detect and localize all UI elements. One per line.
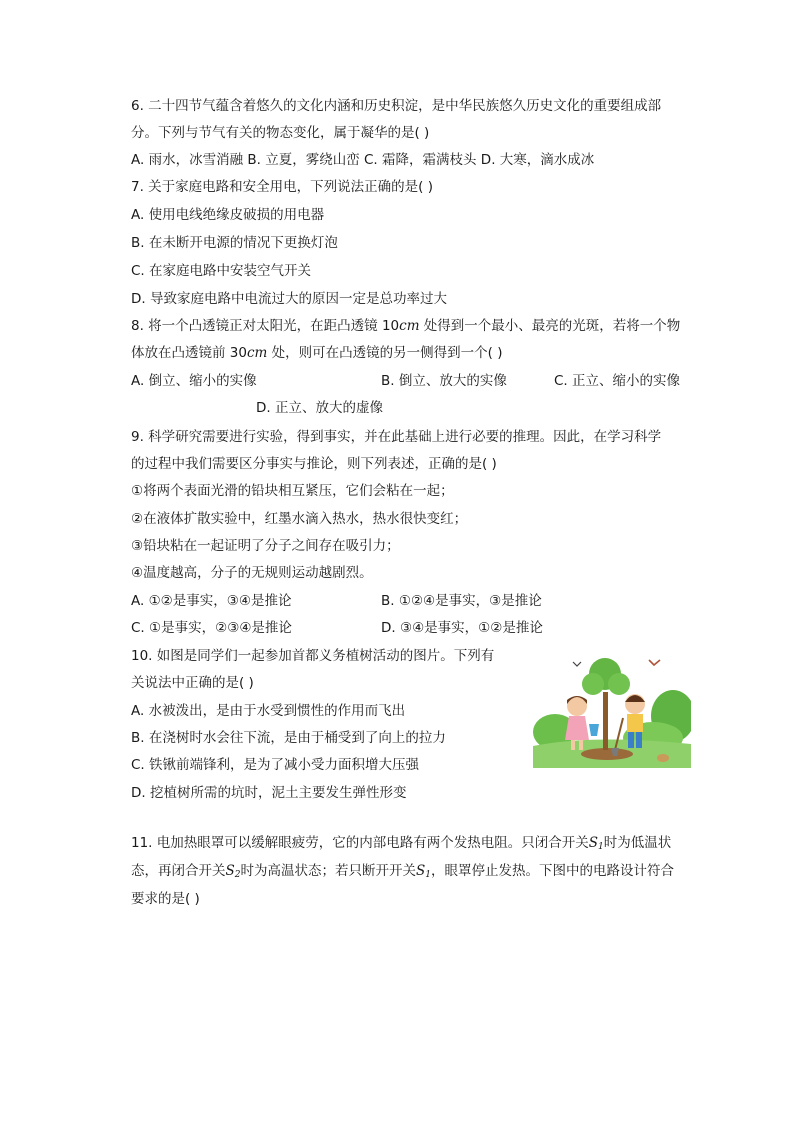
q8-line2-post: 处，则可在凸透镜的另一侧得到一个( )	[267, 345, 503, 361]
q8-line2-pre: 体放在凸透镜前 30	[131, 345, 247, 361]
q8-option-c: C. 正立、缩小的实像	[554, 373, 681, 389]
q7-option-c: C. 在家庭电路中安装空气开关	[131, 263, 312, 279]
q7-stem: 7. 关于家庭电路和安全用电，下列说法正确的是( )	[131, 179, 433, 195]
q8-line1-pre: 8. 将一个凸透镜正对太阳光，在距凸透镜 10	[131, 318, 400, 334]
q9-option-d: D. ③④是事实，①②是推论	[381, 620, 543, 636]
q7-option-a: A. 使用电线绝缘皮破损的用电器	[131, 207, 325, 223]
s1-subscript: 1	[425, 870, 431, 880]
q11-s1-symbol-2	[416, 863, 431, 879]
q11-line1-pre: 11. 电加热眼罩可以缓解眼疲劳，它的内部电路有两个发热电阻。只闭合开关	[131, 835, 589, 851]
q7-option-d: D. 导致家庭电路中电流过大的原因一定是总功率过大	[131, 291, 447, 307]
q11-s2-symbol	[226, 863, 241, 879]
q9-stem-line1: 9. 科学研究需要进行实验，得到事实，并在此基础上进行必要的推理。因此，在学习科学	[131, 429, 662, 445]
s1-subscript: 1	[598, 842, 604, 852]
q9-option-a: A. ①②是事实，③④是推论	[131, 593, 292, 609]
q8-option-b: B. 倒立、放大的实像	[381, 373, 507, 389]
s-letter: S	[415, 863, 426, 879]
q8-option-a: A. 倒立、缩小的实像	[131, 373, 257, 389]
q9-statement-2: ②在液体扩散实验中，红墨水滴入热水，热水很快变红；	[131, 511, 468, 527]
q10-stem-line1: 10. 如图是同学们一起参加首都义务植树活动的图片。下列有	[131, 648, 495, 664]
q11-stem-line2	[131, 861, 674, 885]
tree-planting-illustration	[533, 654, 691, 768]
q10-option-b: B. 在浇树时水会往下流，是由于桶受到了向上的拉力	[131, 730, 446, 746]
q11-line2-pre: 态，再闭合开关	[131, 863, 226, 879]
q9-statement-4: ④温度越高，分子的无规则运动越剧烈。	[131, 565, 373, 581]
q11-stem-line3: 要求的是( )	[131, 891, 200, 907]
q8-unit-cm: cm	[399, 318, 420, 334]
q9-stem-line2: 的过程中我们需要区分事实与推论，则下列表述，正确的是( )	[131, 456, 497, 472]
q11-line2-mid: 时为高温状态；若只断开开关	[240, 863, 416, 879]
q11-s1-symbol	[589, 835, 604, 851]
q9-option-b: B. ①②④是事实，③是推论	[381, 593, 542, 609]
s-letter: S	[225, 863, 235, 879]
q7-option-b: B. 在未断开电源的情况下更换灯泡	[131, 235, 338, 251]
s2-subscript: 2	[234, 870, 241, 880]
q11-stem-line1	[131, 833, 671, 857]
q6-stem-line1: 6. 二十四节气蕴含着悠久的文化内涵和历史积淀，是中华民族悠久历史文化的重要组成部	[131, 98, 662, 114]
s-letter: S	[588, 835, 599, 851]
q6-options: A. 雨水，冰雪消融 B. 立夏，雾绕山峦 C. 霜降，霜满枝头 D. 大寒，滴水成冰	[131, 152, 595, 168]
q10-stem-line2: 关说法中正确的是( )	[131, 675, 254, 691]
q10-option-d: D. 挖植树所需的坑时，泥土主要发生弹性形变	[131, 785, 407, 801]
q8-stem-line2	[131, 343, 502, 363]
q6-stem-line2: 分。下列与节气有关的物态变化，属于凝华的是( )	[131, 125, 430, 141]
q8-unit-cm-2: cm	[246, 345, 268, 361]
q9-statement-1: ①将两个表面光滑的铅块相互紧压，它们会粘在一起；	[131, 483, 454, 499]
q8-line1-post: 处得到一个最小、最亮的光斑，若将一个物	[419, 318, 681, 334]
q8-option-d: D. 正立、放大的虚像	[256, 400, 383, 416]
q11-line2-post: ，眼罩停止发热。下图中的电路设计符合	[430, 863, 674, 879]
q9-statement-3: ③铅块粘在一起证明了分子之间存在吸引力；	[131, 538, 400, 554]
q10-option-c: C. 铁锹前端锋利，是为了减小受力面积增大压强	[131, 757, 420, 773]
q11-line1-post: 时为低温状	[603, 835, 672, 851]
q8-stem-line1	[131, 316, 680, 336]
q10-option-a: A. 水被泼出，是由于水受到惯性的作用而飞出	[131, 703, 406, 719]
q9-option-c: C. ①是事实，②③④是推论	[131, 620, 292, 636]
